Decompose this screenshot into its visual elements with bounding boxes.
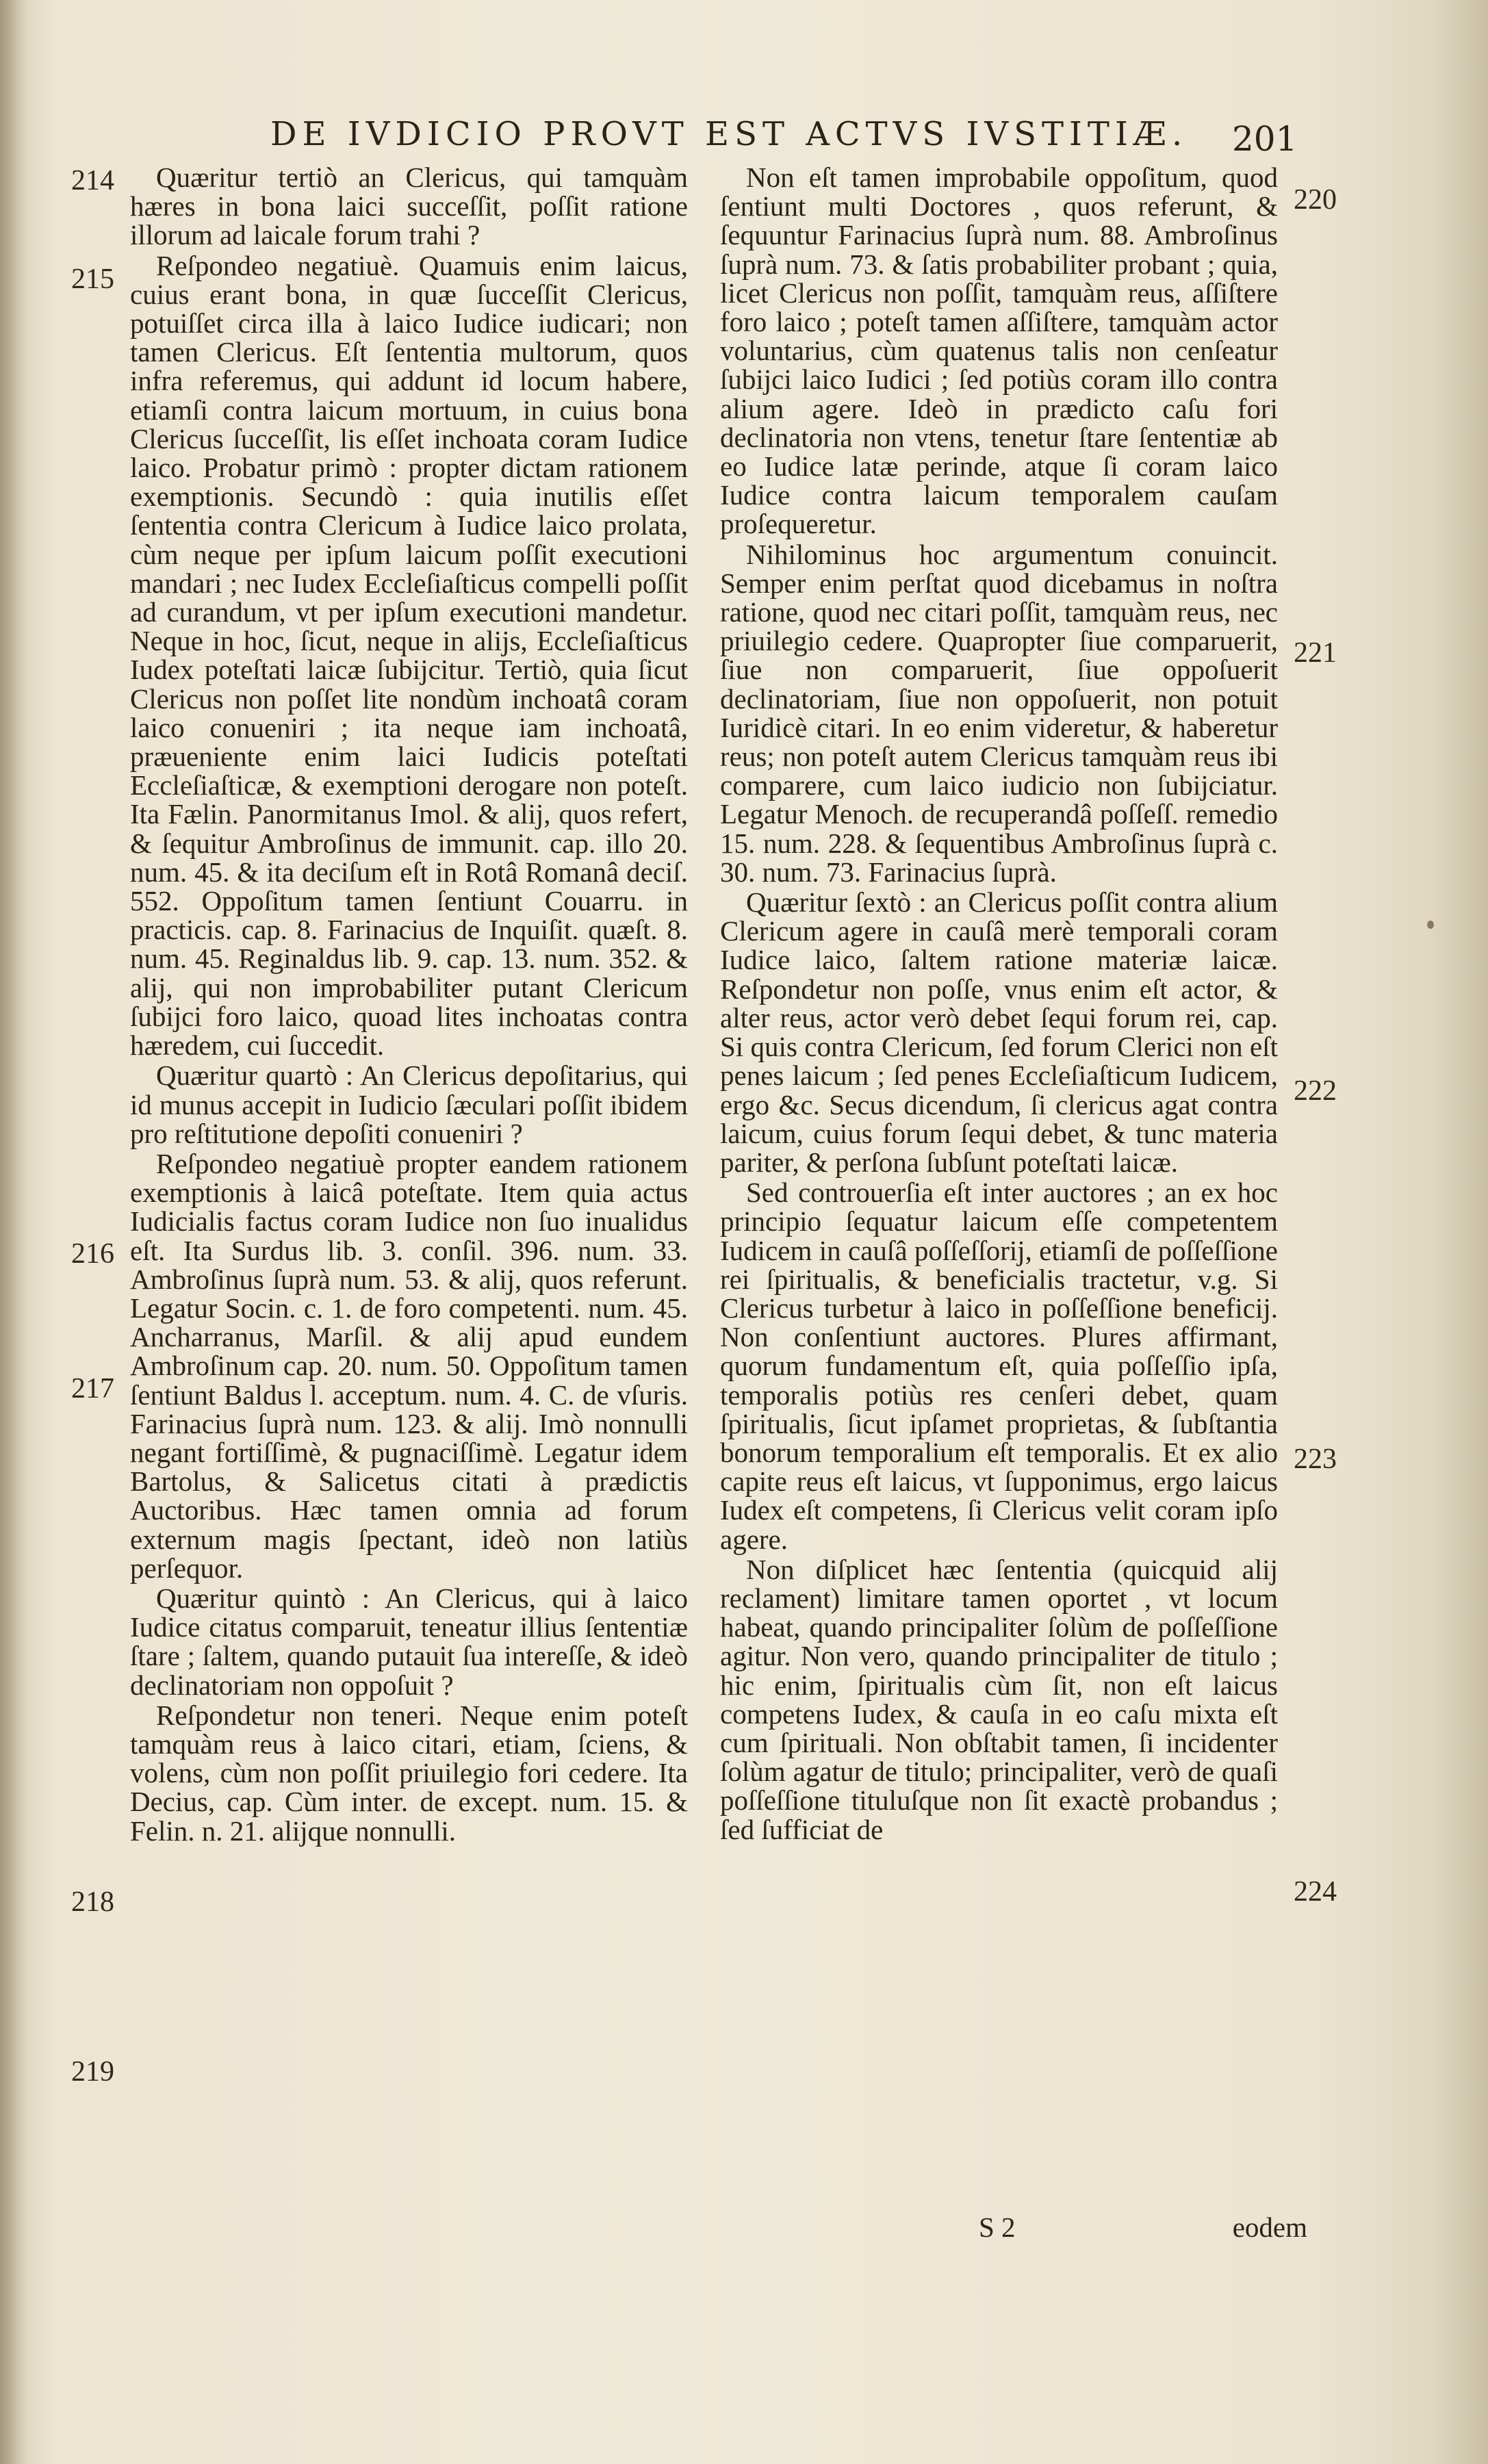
- margin-number-223: 223: [1294, 1443, 1337, 1475]
- right-text-column: [720, 163, 1278, 1844]
- paragraph-219: Reſpondetur non teneri. Neque enim poteſt tamquàm reus à laico citari, etiam, ſciens, & volens, cùm non poſſit priuilegio fori cedere. Ita Decius, cap. Cùm inter. de except. num. 15. & Felin. n. 21. alijque nonnulli.: [130, 1699, 688, 1847]
- left-text-column: [130, 163, 688, 1845]
- paragraph-221: Nihilominus hoc argumentum conuincit. Semper enim perſtat quod dicebamus in noſtra ratione, quod nec citari poſſit, tamquàm reus, nec priuilegio cedere. Quapropter ſiue comparuerit, ſiue non comparuerit, ſiue oppoſuerit declinatoriam, ſiue non oppoſuerit, non potuit Iuridicè citari. In eo enim videretur, & haberetur reus; non poteſt autem Clericus tamquàm reus ibi comparere, cum laico iudicio non ſubijciatur. Legatur Menoch. de recuperandâ poſſeſſ. remedio 15. num. 228. & ſequentibus Ambroſinus ſuprà c. 30. num. 73. Farinacius ſuprà.: [720, 538, 1278, 888]
- signature-mark: S 2: [979, 2211, 1016, 2243]
- paragraph-217: Reſpondeo negatiuè propter eandem rationem exemptionis à laicâ poteſtate. Item quia actus Iudicialis factus coram Iudice non ſuo inualidus eſt. Ita Surdus lib. 3. conſil. 396. num. 33. Ambroſinus ſuprà num. 53. & alij, quos referunt. Legatur Socin. c. 1. de foro competenti. num. 45. Ancharranus, Marſil. & alij apud eundem Ambroſinum cap. 20. num. 50. Oppoſitum tamen ſentiunt Baldus l. acceptum. num. 4. C. de vſuris. Farinacius ſuprà num. 123. & alij. Imò nonnulli negant fortiſſimè, & pugnaciſſimè. Legatur idem Bartolus, & Salicetus citati à prædictis Auctoribus. Hæc tamen omnia ad forum externum magis ſpectant, ideò non latiùs perſequor.: [130, 1147, 688, 1584]
- margin-number-221: 221: [1294, 637, 1337, 669]
- margin-number-220: 220: [1294, 184, 1337, 216]
- margin-number-215: 215: [71, 264, 114, 295]
- margin-number-216: 216: [71, 1238, 114, 1270]
- page-number: 201: [1232, 119, 1298, 159]
- running-head-title: DE IVDICIO PROVT EST ACTVS IVSTITIÆ.: [270, 115, 1188, 153]
- paragraph-216: Quæritur quartò : An Clericus depoſitarius, qui id munus accepit in Iudicio ſæculari poſſit ibidem pro reſtitutione depoſiti conueniri ?: [130, 1060, 688, 1149]
- page-footer: [979, 2211, 1307, 2245]
- catchword: eodem: [1232, 2211, 1307, 2243]
- margin-number-214: 214: [71, 165, 114, 196]
- paragraph-223: Sed controuerſia eſt inter auctores ; an ex hoc principio ſequatur laicum eſſe competentem Iudicem in cauſâ poſſeſſorij, etiamſi de poſſeſſione rei ſpiritualis, & beneficialis tractetur, v.g. Si Clericus turbetur à laico in poſſeſſione beneficij. Non conſentiunt auctores. Plures affirmant, quorum fundamentum eſt, quia poſſeſſio ipſa, temporalis potiùs res cenſeri debet, quam ſpiritualis, ſicut ipſamet proprietas, & ſubſtantia bonorum temporalium eſt temporalis. Et ex alio capite reus eſt laicus, vt ſupponimus, ergo laicus Iudex eſt competens, ſi Clericus velit coram ipſo agere.: [720, 1177, 1278, 1555]
- margin-number-217: 217: [71, 1373, 114, 1404]
- margin-number-219: 219: [71, 2056, 114, 2088]
- paragraph-224: Non diſplicet hæc ſententia (quicquid alij reclament) limitare tamen oportet , vt locum habeat, quando principaliter ſolùm de poſſeſſione agitur. Non vero, quando principaliter de titulo ; hic enim, ſpiritualis cùm ſit, non eſt laicus competens Iudex, & cauſa in eo caſu mixta eſt cum ſpirituali. Non obſtabit tamen, ſi incidenter ſolùm agatur de titulo; principaliter, verò de quaſi poſſeſſione tituluſque non ſit exactè probandus ; ſed ſufficiat de: [720, 1553, 1278, 1845]
- paragraph-220: Non eſt tamen improbabile oppoſitum, quod ſentiunt multi Doctores , quos referunt, & ſequuntur Farinacius ſuprà num. 88. Ambroſinus ſuprà num. 73. & ſatis probabiliter probant ; quia, licet Clericus non poſſit, tamquàm reus, aſſiſtere foro laico ; poteſt tamen aſſiſtere, tamquàm actor voluntarius, cùm quatenus talis non cenſeatur ſubijci laico Iudici ; ſed potiùs coram illo contra alium agere. Ideò in prædicto caſu fori declinatoria non vtens, tenetur ſtare ſententiæ ab eo Iudice latæ perinde, atque ſi coram laico Iudice contra laicum temporalem cauſam proſequeretur.: [720, 162, 1278, 540]
- margin-number-222: 222: [1294, 1075, 1337, 1107]
- paragraph-215: Reſpondeo negatiuè. Quamuis enim laicus, cuius erant bona, in quæ ſucceſſit Clericus, potuiſſet circa illa à laico Iudice iudicari; non tamen Clericus. Eſt ſententia multorum, quos infra referemus, qui addunt id locum habere, etiamſi contra laicum mortuum, in cuius bona Clericus ſucceſſit, lis eſſet inchoata coram Iudice laico. Probatur primò : propter dictam rationem exemptionis. Secundò : quia inutilis eſſet ſententia contra Clericum à Iudice laico prolata, cùm neque per ipſum laicum poſſit executioni mandari ; nec Iudex Eccleſiaſticus compelli poſſit ad curandum, vt per ipſum executioni mandetur. Neque in hoc, ſicut, neque in alijs, Eccleſiaſticus Iudex poteſtati laicæ ſubijcitur. Tertiò, quia ſicut Clericus non poſſet lite nondùm inchoatâ coram laico conueniri ; ita neque iam inchoatâ, præueniente enim laici Iudicis poteſtati Eccleſiaſticæ, & exemptioni derogare non poteſt. Ita Fælin. Panormitanus Imol. & alij, quos refert, & ſequitur Ambroſinus de immunit. cap. illo 20. num. 45. & ita deciſum eſt in Rotâ Romanâ deciſ. 552. Oppoſitum tamen ſentiunt Couarru. in practicis. cap. 8. Farinacius de Inquiſit. quæſt. 8. num. 45. Reginaldus lib. 9. cap. 13. num. 352. & alij, qui non improbabiliter putant Clericum ſubijci foro laico, quoad lites inchoatas contra hæredem, cui ſuccedit.: [130, 249, 688, 1062]
- binding-gutter-shadow: [0, 0, 27, 2464]
- ink-spot: [1427, 921, 1434, 929]
- margin-number-218: 218: [71, 1886, 114, 1918]
- paragraph-218: Quæritur quintò : An Clericus, qui à laico Iudice citatus comparuit, teneatur illius ſententiæ ſtare ; ſaltem, quando putauit ſua intereſſe, & ideò declinatoriam non oppoſuit ?: [130, 1582, 688, 1701]
- paragraph-222: Quæritur ſextò : an Clericus poſſit contra alium Clericum agere in cauſâ merè temporali coram Iudice laico, ſaltem ratione materiæ laicæ. Reſpondetur non poſſe, vnus enim eſt actor, & alter reus, actor verò debet ſequi forum rei, cap. Si quis contra Clericum, ſed forum Clerici non eſt penes laicum ; ſed penes Eccleſiaſticum Iudicem, ergo &c. Secus dicendum, ſi clericus agat contra laicum, cuius forum ſequi debet, & tunc materia pariter, & perſona ſubſunt poteſtati laicæ.: [720, 886, 1278, 1178]
- margin-number-224: 224: [1294, 1876, 1337, 1908]
- paragraph-214: Quæritur tertiò an Clericus, qui tamquàm hæres in bona laici succeſſit, poſſit ratione illorum ad laicale forum trahi ?: [130, 162, 688, 251]
